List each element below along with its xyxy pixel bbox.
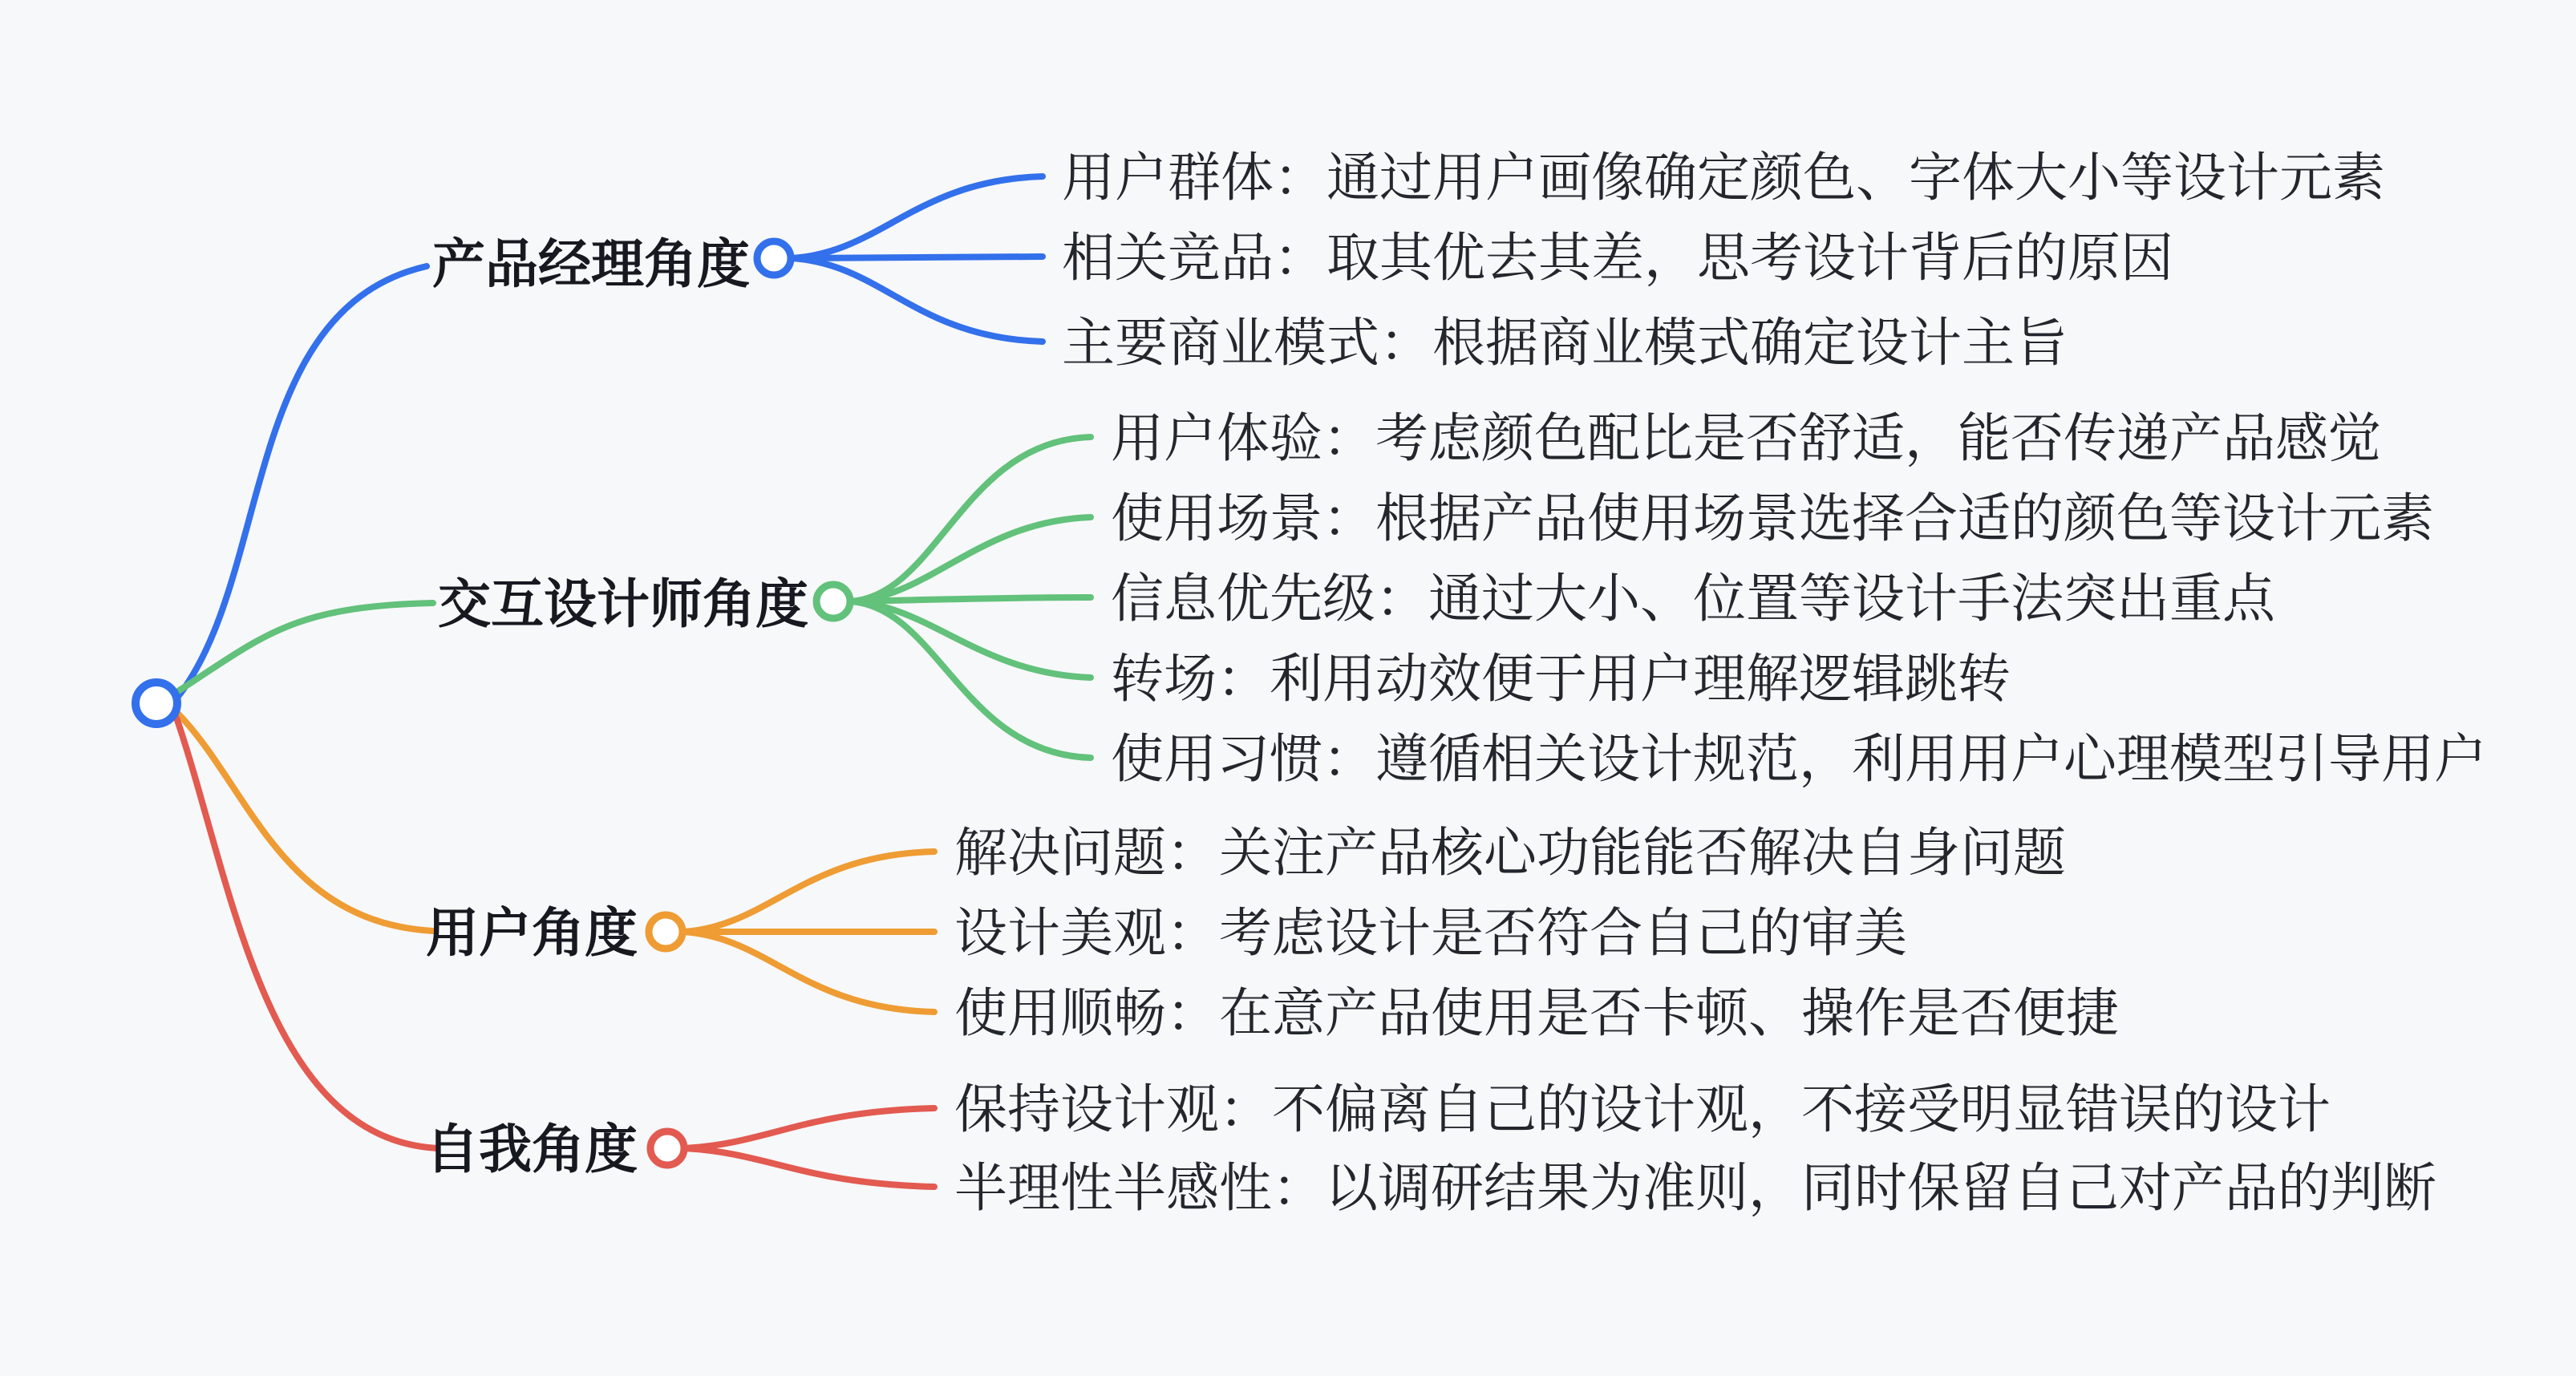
child-topic-ixd-0[interactable]: 用户体验：考虑颜色配比是否舒适，能否传递产品感觉: [1111, 408, 2381, 467]
edge-root-to-branch-user: [178, 714, 433, 931]
child-topic-ixd-1[interactable]: 使用场景：根据产品使用场景选择合适的颜色等设计元素: [1111, 488, 2434, 548]
edge-ixd-child-4: [851, 601, 1091, 758]
root-node[interactable]: [136, 682, 177, 724]
edge-user-child-2: [683, 932, 934, 1012]
child-topic-user-1[interactable]: 设计美观：考虑设计是否符合自己的审美: [954, 903, 1907, 962]
branch-node-pm[interactable]: [757, 241, 791, 275]
branch-label-self[interactable]: 自我角度: [426, 1119, 638, 1179]
child-topic-ixd-4[interactable]: 使用习惯：遵循相关设计规范，利用用户心理模型引导用户: [1111, 729, 2487, 788]
child-topic-user-2[interactable]: 使用顺畅：在意产品使用是否卡顿、操作是否便捷: [954, 983, 2119, 1042]
edge-self-child-0: [685, 1108, 934, 1148]
branch-label-user[interactable]: 用户角度: [426, 903, 638, 962]
branch-label-pm[interactable]: 产品经理角度: [432, 234, 750, 293]
branch-node-self[interactable]: [650, 1131, 684, 1165]
edge-ixd-child-2: [851, 597, 1091, 601]
child-topic-pm-0[interactable]: 用户群体：通过用户画像确定颜色、字体大小等设计元素: [1062, 148, 2385, 207]
branch-node-user[interactable]: [649, 915, 682, 949]
child-topic-pm-2[interactable]: 主要商业模式：根据商业模式确定设计主旨: [1062, 313, 2068, 372]
edge-root-to-branch-self: [176, 718, 437, 1148]
child-topic-self-1[interactable]: 半理性半感性：以调研结果为准则，同时保留自己对产品的判断: [954, 1158, 2436, 1217]
branch-label-ixd[interactable]: 交互设计师角度: [438, 574, 808, 633]
edge-pm-child-2: [792, 258, 1043, 342]
child-topic-ixd-3[interactable]: 转场：利用动效便于用户理解逻辑跳转: [1111, 649, 2011, 708]
edge-root-to-branch-ixd: [178, 603, 433, 691]
edge-pm-child-0: [792, 176, 1043, 258]
edge-pm-child-1: [792, 257, 1043, 258]
child-topic-user-0[interactable]: 解决问题：关注产品核心功能能否解决自身问题: [954, 823, 2066, 882]
edge-root-to-branch-pm: [177, 266, 427, 698]
edge-self-child-1: [685, 1148, 934, 1187]
branch-node-ixd[interactable]: [816, 585, 850, 618]
child-topic-ixd-2[interactable]: 信息优先级：通过大小、位置等设计手法突出重点: [1111, 569, 2275, 628]
edge-user-child-0: [683, 852, 934, 932]
child-topic-self-0[interactable]: 保持设计观：不偏离自己的设计观，不接受明显错误的设计: [954, 1079, 2331, 1139]
child-topic-pm-1[interactable]: 相关竞品：取其优去其差，思考设计背后的原因: [1062, 228, 2173, 287]
